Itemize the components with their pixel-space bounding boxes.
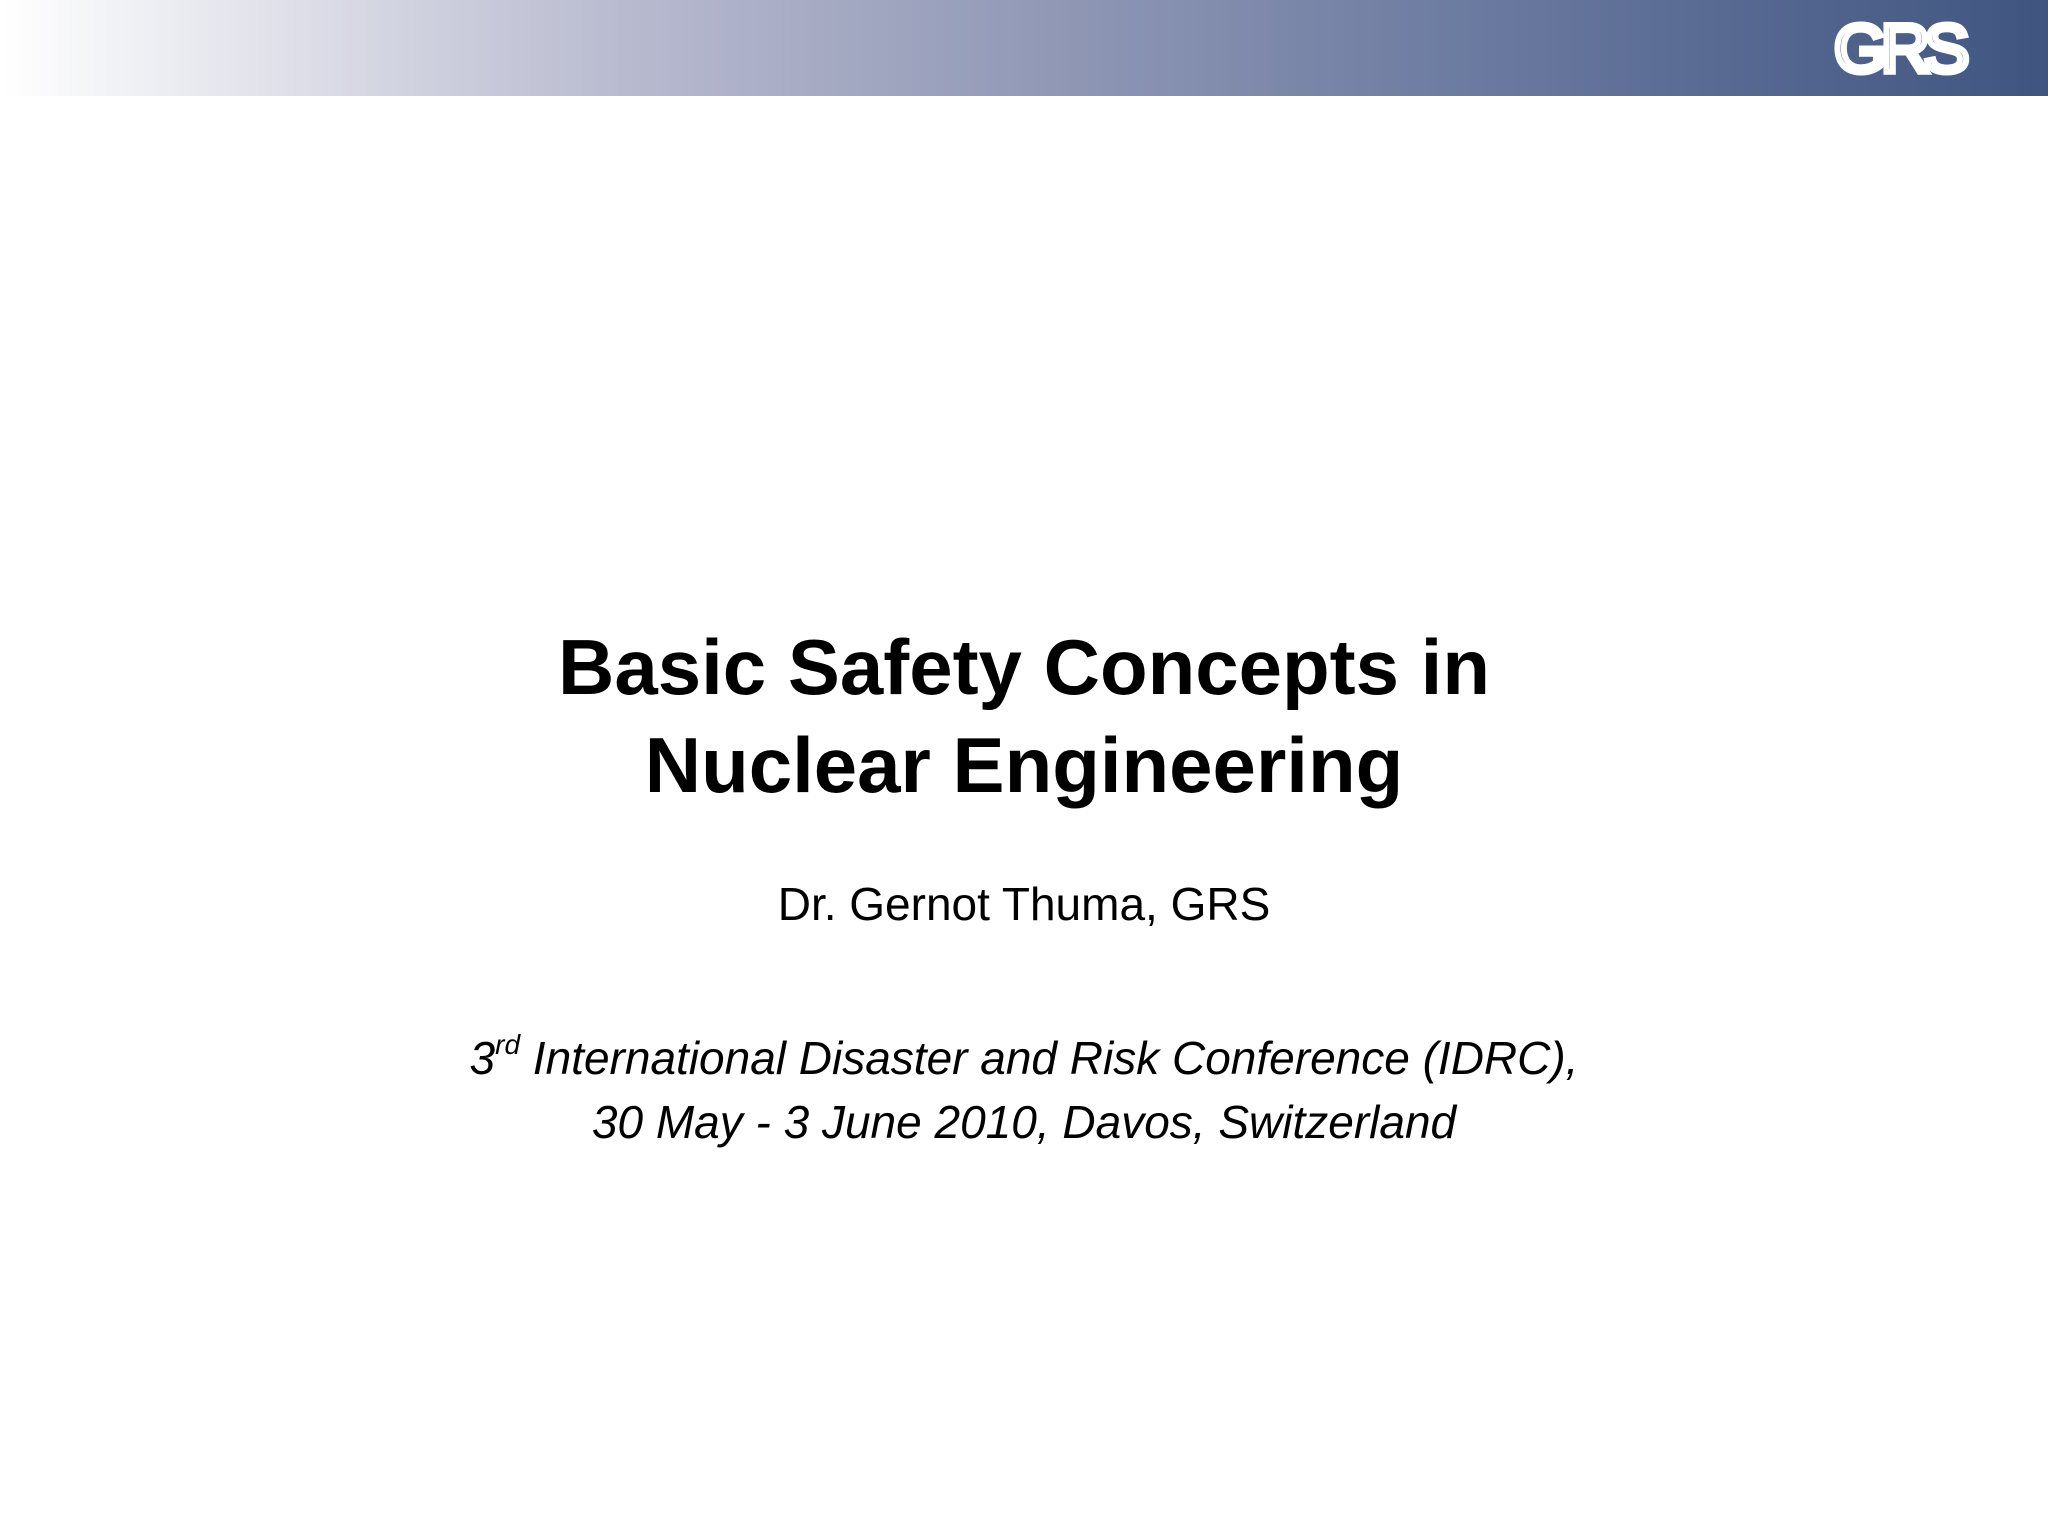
- conference-line-2: 30 May - 3 June 2010, Davos, Switzerland: [591, 1096, 1457, 1148]
- grs-logo: [1834, 14, 1994, 84]
- author-line: Dr. Gernot Thuma, GRS: [777, 878, 1271, 930]
- title-line-2: Nuclear Engineering: [644, 721, 1404, 809]
- slide-title: [0, 618, 2048, 814]
- title-line-1: Basic Safety Concepts in: [558, 623, 1490, 711]
- grs-logo-text: GRS: [1834, 14, 1964, 84]
- conference-ordinal-suffix: rd: [495, 1028, 521, 1060]
- conference-line-1: International Disaster and Risk Conference (IDRC),: [520, 1032, 1579, 1084]
- header-gradient-band: [0, 0, 2048, 96]
- conference-ordinal-number: 3: [469, 1032, 496, 1084]
- conference-info: [0, 1026, 2048, 1154]
